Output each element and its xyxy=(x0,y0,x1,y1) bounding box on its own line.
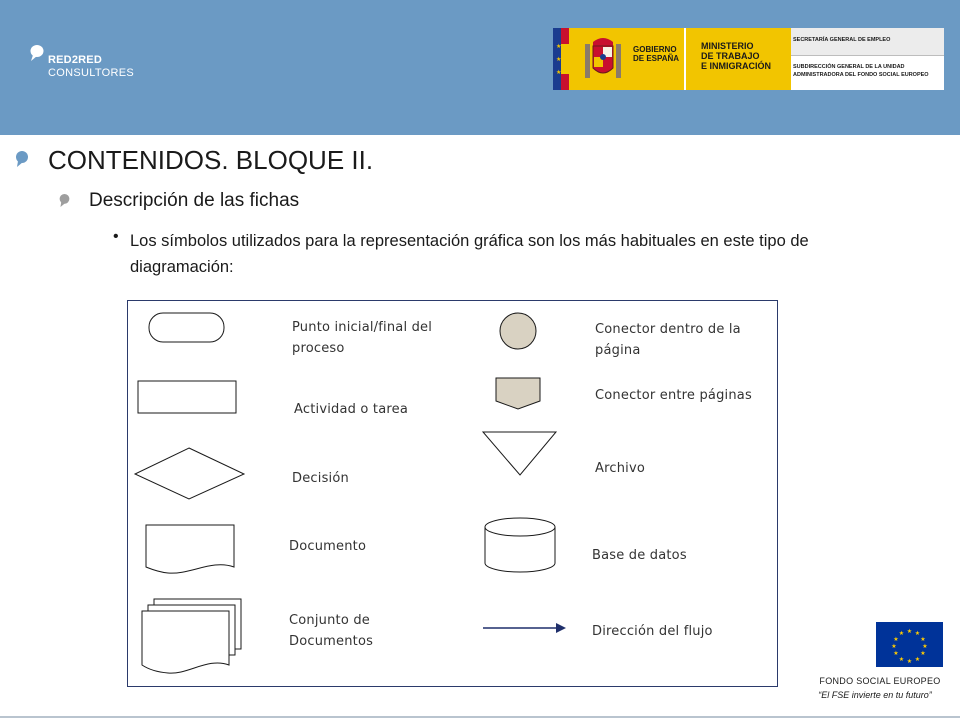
label-terminator: Punto inicial/final del proceso xyxy=(292,320,433,356)
svg-text:★: ★ xyxy=(906,628,913,635)
terminator-icon xyxy=(149,313,224,342)
secretaria-row xyxy=(791,28,944,56)
logo-text-consultores: CONSULTORES xyxy=(48,67,135,79)
slide-title: CONTENIDOS. BLOQUE II. xyxy=(48,145,374,175)
secretaria-panel xyxy=(791,28,944,90)
label-decision: Decisión xyxy=(292,471,349,486)
banner-divider xyxy=(684,28,686,90)
subtitle-bullet-icon xyxy=(58,193,71,208)
fse-title: FONDO SOCIAL EUROPEO xyxy=(819,676,941,686)
svg-text:★: ★ xyxy=(922,643,928,650)
government-banner xyxy=(553,28,944,90)
label-flow-direction: Dirección del flujo xyxy=(592,624,713,639)
eu-flag-icon xyxy=(876,622,943,667)
logo-bubble-icon xyxy=(28,44,46,62)
off-page-connector-icon xyxy=(496,378,540,409)
document-icon xyxy=(146,525,234,573)
svg-text:★: ★ xyxy=(920,636,926,643)
label-document: Documento xyxy=(289,539,367,554)
coat-of-arms-icon xyxy=(581,34,625,84)
svg-text:★: ★ xyxy=(556,56,562,63)
label-on-page-connector: Conector dentro de la página xyxy=(595,322,741,358)
svg-text:★: ★ xyxy=(891,643,897,650)
svg-text:★: ★ xyxy=(556,43,562,50)
gobierno-label: GOBIERNO DE ESPAÑA xyxy=(633,45,680,63)
decision-icon xyxy=(135,448,244,499)
label-archive: Archivo xyxy=(595,461,645,476)
footer-rule xyxy=(0,716,960,718)
secretaria-label: SECRETARÍA GENERAL DE EMPLEO xyxy=(793,37,891,43)
subdireccion-label: SUBDIRECCIÓN GENERAL DE LA UNIDAD ADMINISTRADORA DEL FONDO SOCIAL EUROPEO xyxy=(793,64,929,78)
on-page-connector-icon xyxy=(500,313,536,349)
multi-document-icon xyxy=(142,599,241,673)
body-bullet-dot: • xyxy=(113,228,119,245)
ministry-label: MINISTERIO DE TRABAJO E INMIGRACIÓN xyxy=(701,41,772,71)
label-process: Actividad o tarea xyxy=(294,402,409,417)
label-database: Base de datos xyxy=(592,548,687,563)
svg-text:★: ★ xyxy=(893,650,899,657)
slide-subtitle: Descripción de las fichas xyxy=(89,190,300,211)
archive-icon xyxy=(483,432,556,475)
red2red-logo xyxy=(28,44,138,84)
svg-text:★: ★ xyxy=(898,630,905,637)
svg-text:★: ★ xyxy=(906,658,913,665)
fse-slogan: “El FSE invierte en tu futuro” xyxy=(818,690,932,700)
flowchart-symbols-legend xyxy=(127,300,778,687)
label-off-page-connector: Conector entre páginas xyxy=(595,388,752,403)
flow-arrow-icon xyxy=(483,623,566,633)
svg-text:★: ★ xyxy=(914,630,921,637)
svg-text:★: ★ xyxy=(898,656,905,663)
body-paragraph: Los símbolos utilizados para la representación gráfica son los más habituales en este tipo de diagramación: xyxy=(130,232,809,276)
title-bullet-icon xyxy=(14,150,30,168)
svg-text:★: ★ xyxy=(920,650,926,657)
spain-eu-flag-icon xyxy=(553,28,569,90)
svg-text:★: ★ xyxy=(914,656,921,663)
label-multi-document: Conjunto de Documentos xyxy=(289,613,374,649)
database-icon xyxy=(485,518,555,572)
process-icon xyxy=(138,381,236,413)
svg-text:★: ★ xyxy=(893,636,899,643)
header-band xyxy=(0,0,960,135)
logo-text-red2red: RED2RED xyxy=(48,54,102,66)
svg-text:★: ★ xyxy=(556,69,562,76)
